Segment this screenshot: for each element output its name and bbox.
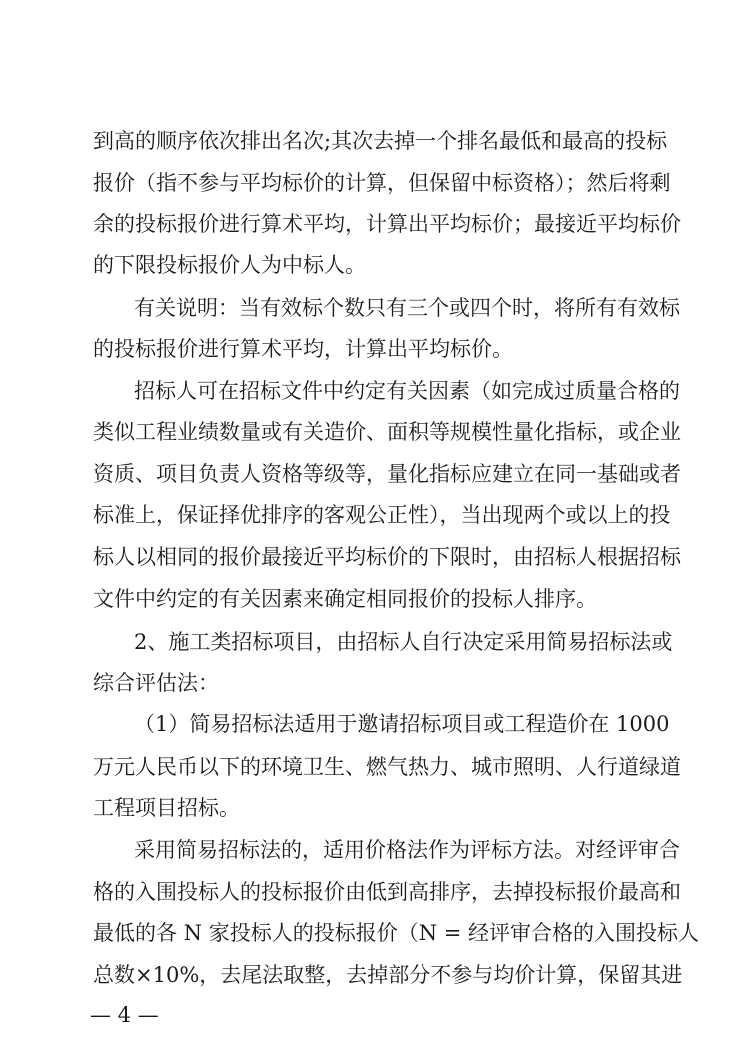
paragraph-line: 总数×10%，去尾法取整，去掉部分不参与均价计算，保留其进 (93, 963, 683, 987)
paragraph-line: 标准上，保证择优排序的客观公正性），当出现两个或以上的投 (93, 503, 671, 527)
paragraph-line: 万元人民币以下的环境卫生、燃气热力、城市照明、人行道绿道 (93, 755, 681, 779)
paragraph-line: 招标人可在招标文件中约定有关因素（如完成过质量合格的 (134, 379, 680, 403)
paragraph-line: 最低的各 N 家投标人的投标报价（N = 经评审合格的入围投标人 (93, 921, 700, 945)
paragraph-line: 类似工程业绩数量或有关造价、面积等规模性量化指标，或企业 (93, 420, 681, 444)
paragraph-line: 2、施工类招标项目，由招标人自行决定采用简易招标法或 (134, 630, 673, 654)
paragraph-line: 工程项目招标。 (93, 796, 240, 820)
paragraph-line: 格的入围投标人的投标报价由低到高排序，去掉投标报价最高和 (93, 880, 681, 904)
paragraph-line: 综合评估法： (93, 671, 219, 695)
paragraph-line: 文件中约定的有关因素来确定相同报价的投标人排序。 (93, 587, 597, 611)
paragraph-line: （1）简易招标法适用于邀请招标项目或工程造价在 1000 (134, 712, 670, 736)
page-number: — 4 — (90, 1003, 159, 1027)
paragraph-line: 资质、项目负责人资格等级等，量化指标应建立在同一基础或者 (93, 462, 681, 486)
paragraph-line: 标人以相同的报价最接近平均标价的下限时，由招标人根据招标 (93, 545, 681, 569)
paragraph-line: 余的投标报价进行算术平均，计算出平均标价；最接近平均标价 (93, 212, 681, 236)
paragraph-line: 采用简易招标法的，适用价格法作为评标方法。对经评审合 (134, 838, 680, 862)
paragraph-line: 有关说明：当有效标个数只有三个或四个时，将所有有效标 (134, 296, 680, 320)
paragraph-line: 的下限投标报价人为中标人。 (93, 253, 366, 277)
paragraph-line: 的投标报价进行算术平均，计算出平均标价。 (93, 337, 513, 361)
paragraph-line: 到高的顺序依次排出名次;其次去掉一个排名最低和最高的投标 (93, 129, 668, 153)
paragraph-line: 报价（指不参与平均标价的计算，但保留中标资格）；然后将剩 (93, 171, 671, 195)
